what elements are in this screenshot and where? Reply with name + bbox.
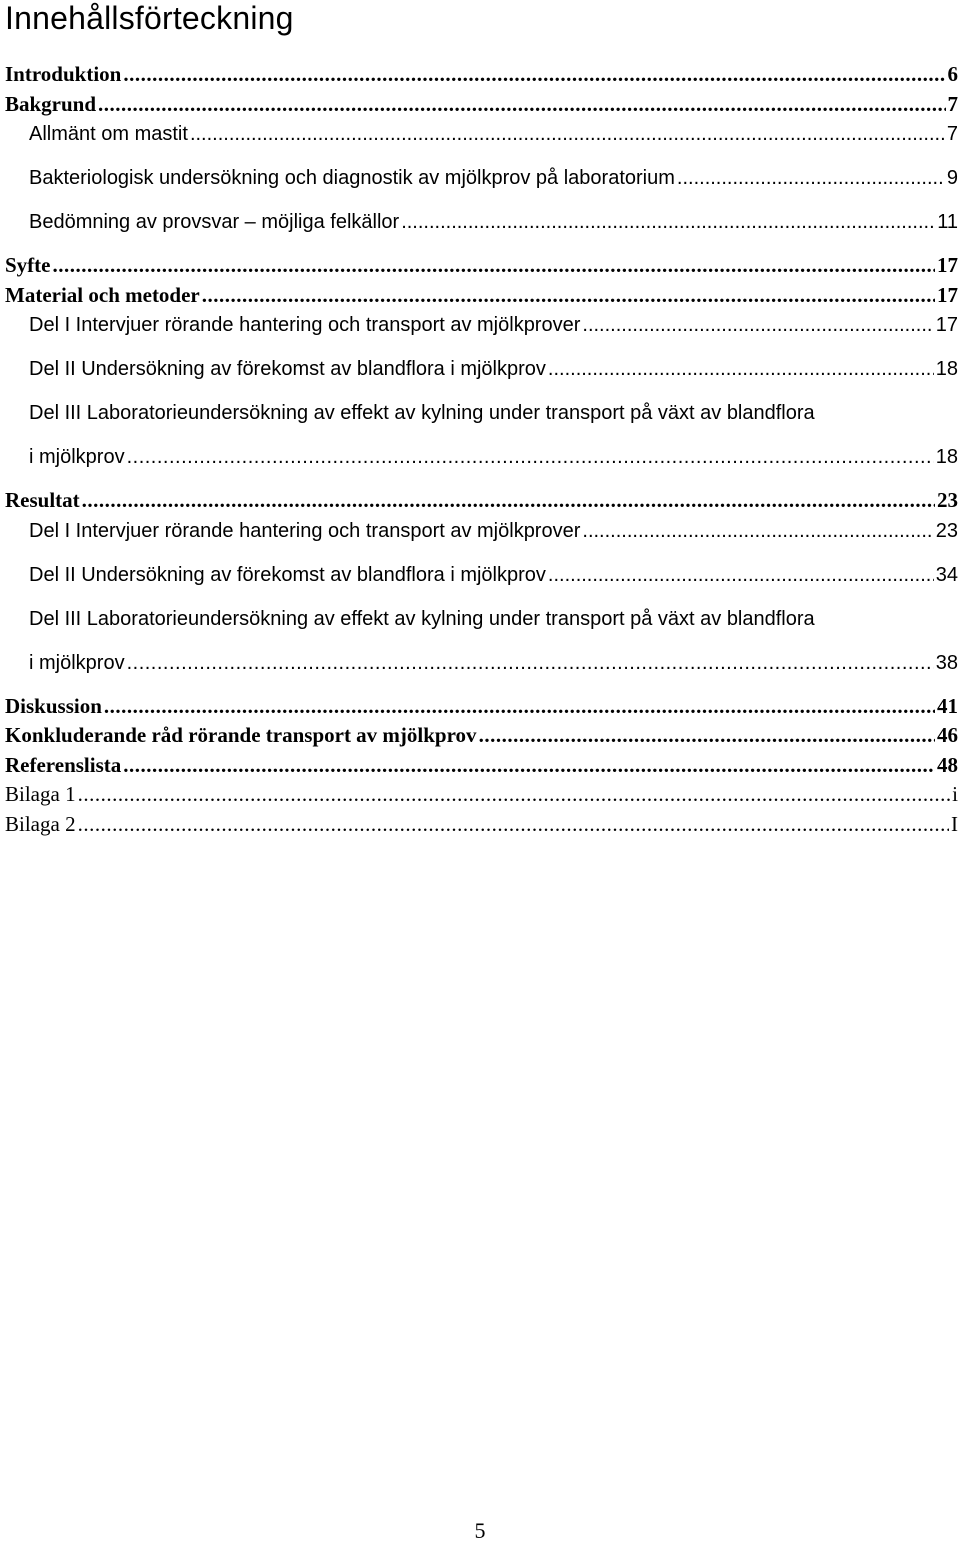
toc-page-number: 17 — [935, 314, 958, 336]
leader-dots — [677, 163, 945, 193]
toc-entry-del-iii-laboratorieundersokning-resultat[interactable] — [5, 604, 958, 692]
toc-entry-label-line2: i mjölkprov — [29, 651, 125, 674]
toc-entry-label: Konkluderande råd rörande transport av mjölkprov — [5, 723, 477, 747]
toc-entry-label: Del II Undersökning av förekomst av blandflora i mjölkprov — [29, 358, 546, 380]
toc-entry-label: Diskussion — [5, 693, 102, 718]
leader-dots — [401, 207, 935, 237]
leader-dots — [78, 780, 951, 810]
toc-entry-bakgrund[interactable] — [5, 90, 958, 120]
toc-entry-del-ii-undersokning[interactable] — [5, 354, 958, 398]
toc-page-number: I — [951, 811, 958, 836]
leader-dots — [479, 721, 935, 751]
leader-dots — [190, 119, 945, 149]
toc-entry-konkluderande-rad[interactable] — [5, 721, 958, 751]
toc-page-number: 17 — [937, 282, 958, 307]
leader-dots — [548, 560, 934, 590]
toc-page-number: 46 — [937, 723, 958, 747]
toc-page-number: 7 — [946, 123, 958, 145]
leader-dots — [78, 810, 949, 840]
leader-dots — [582, 310, 933, 340]
toc-entry-label-line1: Del III Laboratorieundersökning av effekt av kylning under transport på växt av blandflora — [29, 402, 815, 424]
toc-entry-referenslista[interactable] — [5, 751, 958, 781]
toc-entry-syfte[interactable] — [5, 251, 958, 281]
toc-entry-bilaga-2[interactable] — [5, 810, 958, 840]
leader-dots — [127, 648, 934, 678]
leader-dots — [202, 281, 935, 311]
toc-entry-bakteriologisk-undersokning[interactable] — [5, 163, 958, 207]
toc-entry-label: Referenslista — [5, 752, 122, 777]
toc-entry-bilaga-1[interactable] — [5, 780, 958, 810]
toc-entry-bedomning-av-provsvar[interactable] — [5, 207, 958, 251]
toc-page-number: 11 — [937, 211, 958, 233]
toc-page-number: 41 — [937, 693, 958, 718]
toc-page-number: 23 — [937, 488, 958, 512]
toc-page-number: 38 — [935, 651, 958, 674]
leader-dots — [53, 251, 936, 281]
toc-entry-label: Del I Intervjuer rörande hantering och transport av mjölkprover — [29, 519, 581, 542]
toc-entry-label: Del I Intervjuer rörande hantering och transport av mjölkprover — [29, 314, 581, 336]
toc-entry-label: Allmänt om mastit — [29, 123, 188, 145]
toc-entry-del-i-intervjuer[interactable] — [5, 310, 958, 354]
toc-entry-material-och-metoder[interactable] — [5, 281, 958, 311]
toc-page-number: 18 — [935, 358, 958, 380]
toc-entry-label-line2: i mjölkprov — [29, 446, 125, 468]
toc-page-number: 18 — [935, 446, 958, 468]
toc-title: Innehållsförteckning — [5, 0, 294, 36]
toc-entry-label: Bakteriologisk undersökning och diagnostik av mjölkprov på laboratorium — [29, 167, 675, 189]
toc-entry-label: Del II Undersökning av förekomst av blandflora i mjölkprov — [29, 563, 546, 586]
toc-entry-allmant-om-mastit[interactable] — [5, 119, 958, 163]
toc-entry-introduktion[interactable] — [5, 60, 958, 90]
toc-entry-label-line1: Del III Laboratorieundersökning av effekt av kylning under transport på växt av blandflora — [29, 607, 815, 630]
toc-entry-label: Bilaga 1 — [5, 782, 76, 806]
toc-page-number: 48 — [937, 752, 958, 777]
leader-dots — [104, 692, 935, 722]
leader-dots — [582, 516, 933, 546]
toc-entry-label: Bakgrund — [5, 91, 97, 116]
toc-entry-continuation — [29, 648, 958, 692]
toc-page-number: 23 — [935, 519, 958, 542]
toc-entry-del-ii-undersokning-resultat[interactable] — [5, 560, 958, 604]
toc-entry-label: Material och metoder — [5, 282, 200, 307]
toc-entry-label: Bilaga 2 — [5, 811, 76, 836]
toc-page-number: 6 — [947, 62, 958, 86]
leader-dots — [98, 90, 945, 120]
toc-entry-resultat[interactable] — [5, 486, 958, 516]
page-number: 5 — [474, 1518, 486, 1543]
toc-entry-label: Syfte — [5, 253, 51, 277]
leader-dots — [548, 354, 934, 384]
toc-entry-del-iii-laboratorieundersokning[interactable] — [5, 398, 958, 486]
table-of-contents — [5, 60, 958, 839]
leader-dots — [123, 751, 935, 781]
toc-entry-label: Introduktion — [5, 62, 122, 86]
toc-entry-del-i-intervjuer-resultat[interactable] — [5, 516, 958, 560]
toc-entry-label: Resultat — [5, 488, 80, 512]
leader-dots — [127, 442, 934, 472]
toc-entry-label: Bedömning av provsvar – möjliga felkällor — [29, 211, 400, 233]
toc-page-number: 17 — [937, 253, 958, 277]
toc-page-number: 34 — [935, 563, 958, 586]
toc-entry-diskussion[interactable] — [5, 692, 958, 722]
toc-page-number: 7 — [947, 91, 958, 116]
toc-page-number: i — [952, 782, 958, 806]
leader-dots — [82, 486, 935, 516]
leader-dots — [123, 60, 945, 90]
toc-entry-continuation — [29, 442, 958, 486]
toc-page-number: 9 — [946, 167, 958, 189]
